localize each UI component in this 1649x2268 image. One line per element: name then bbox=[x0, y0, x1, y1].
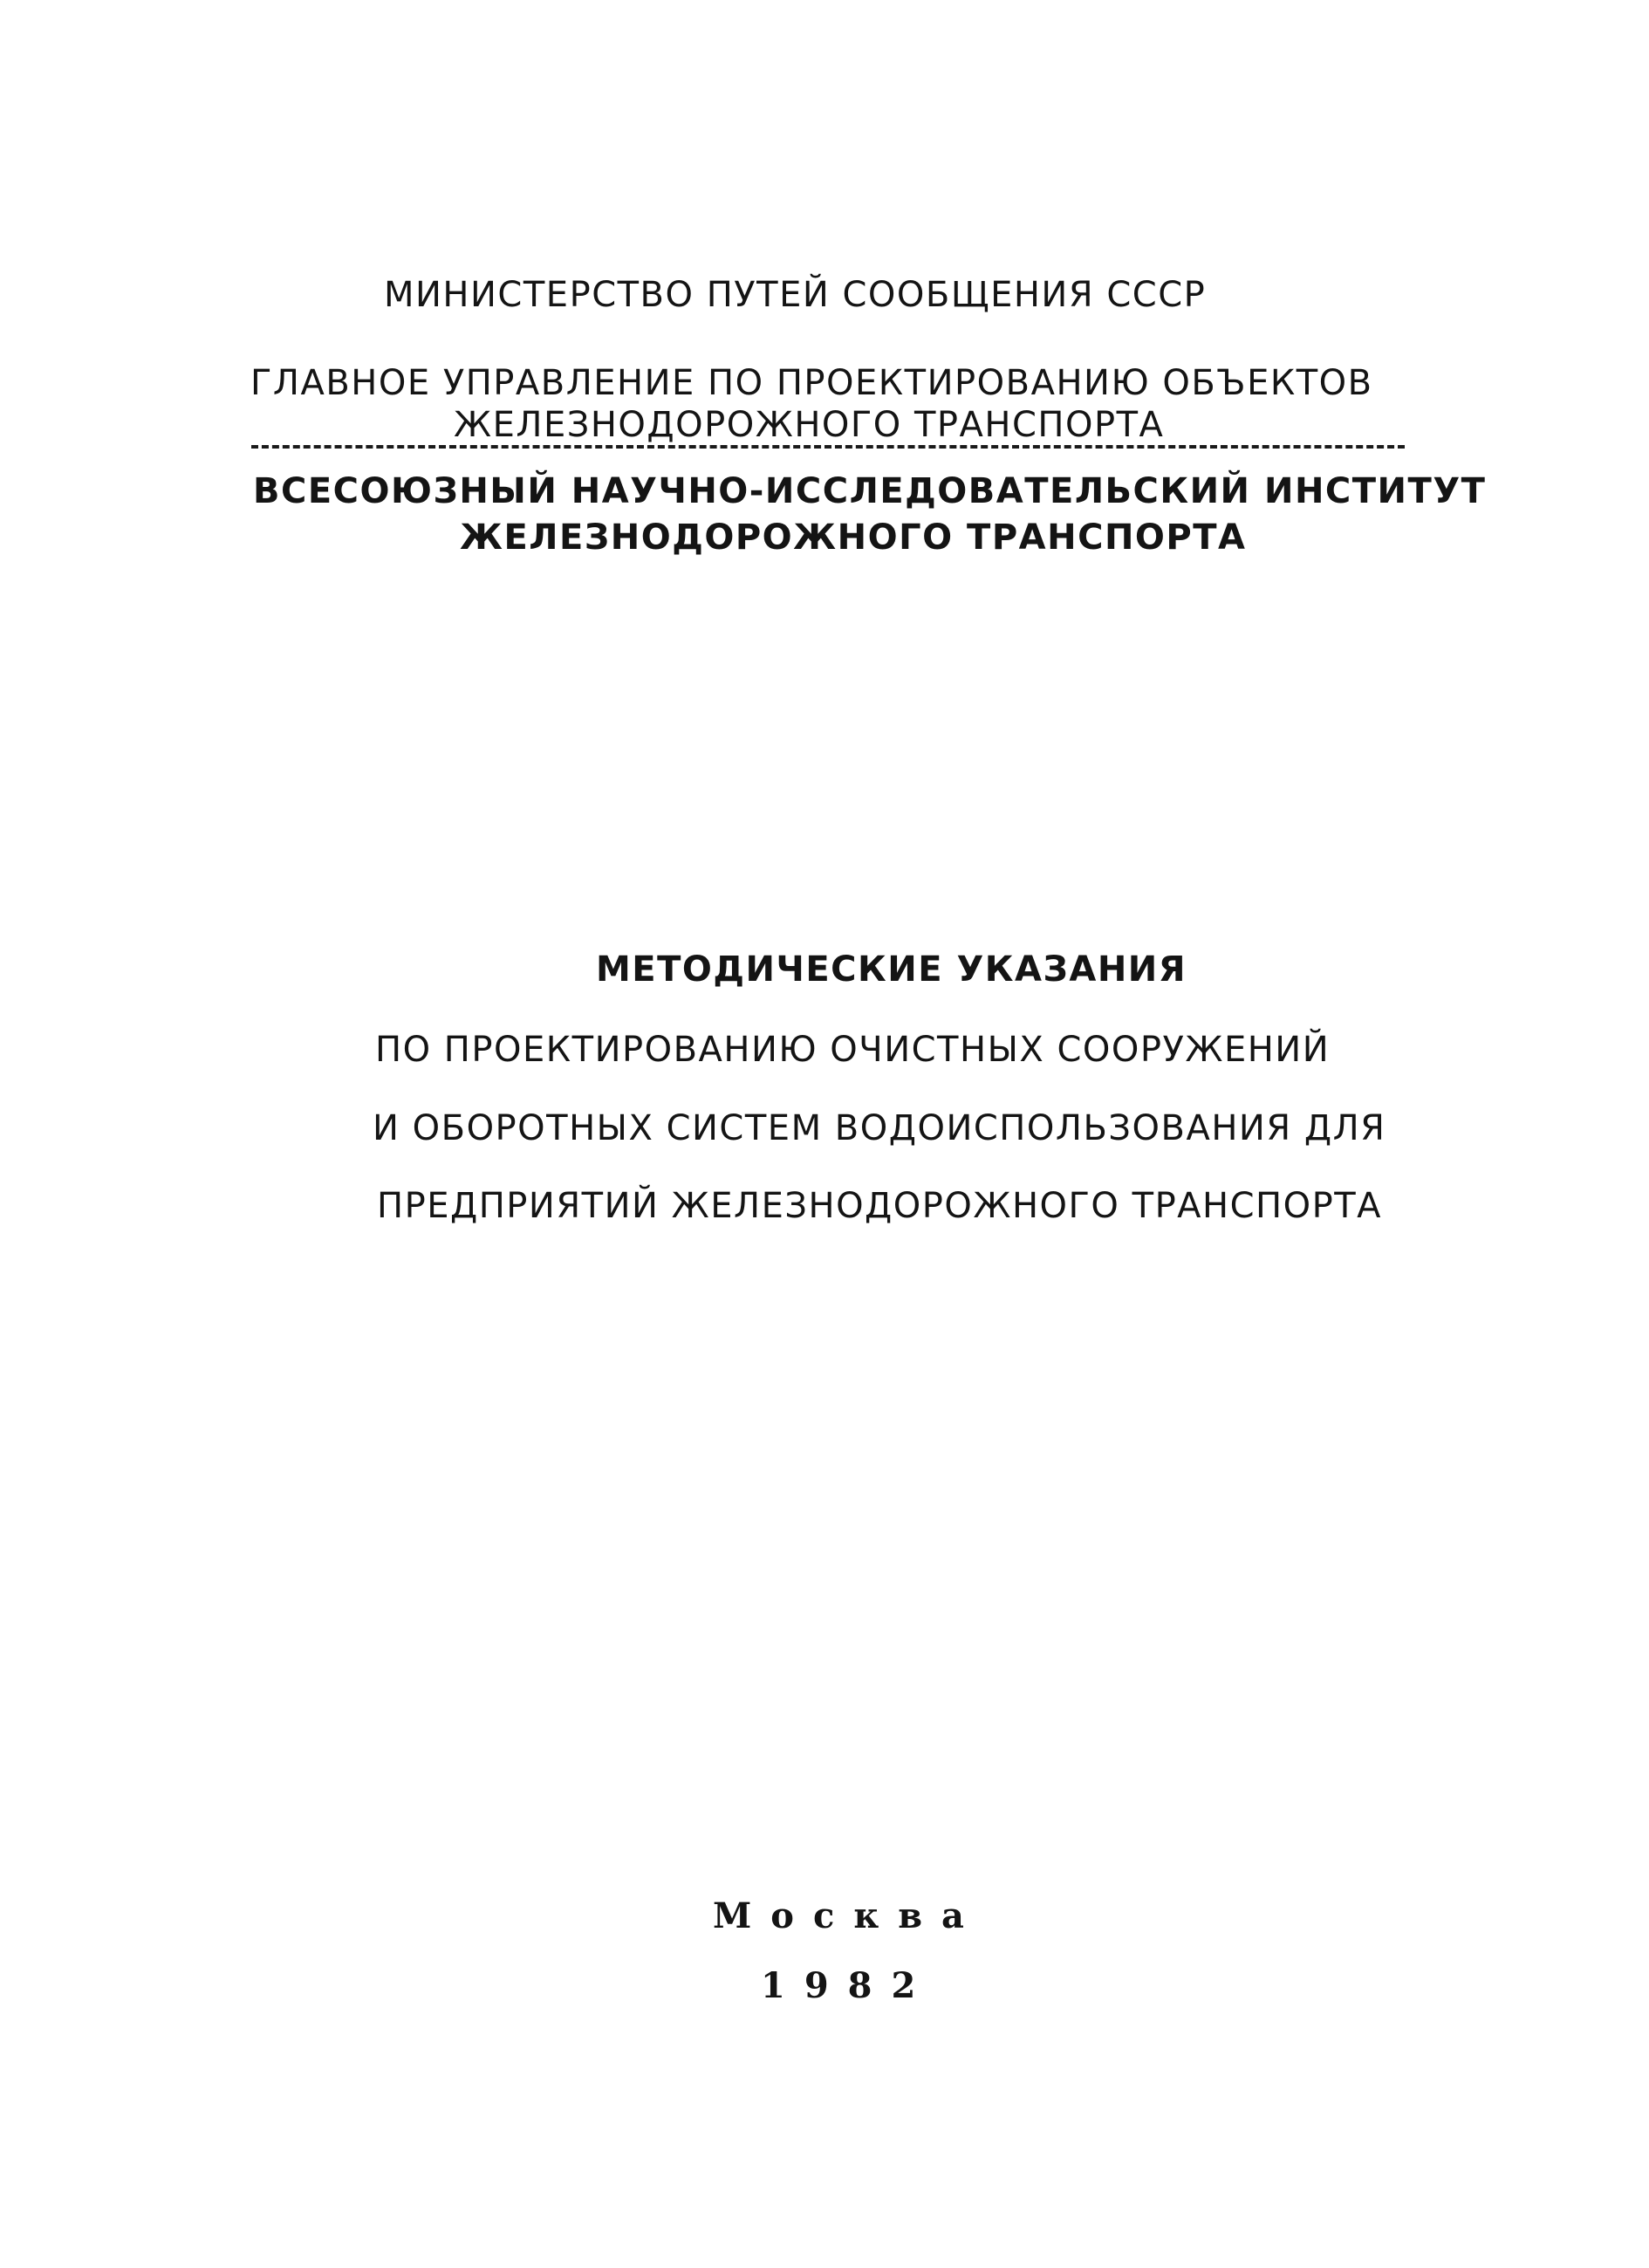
institute-heading-line1: ВСЕСОЮЗНЫЙ НАУЧНО-ИССЛЕДОВАТЕЛЬСКИЙ ИНСТИТУТ bbox=[253, 471, 1487, 511]
document-subtitle-line2: И ОБОРОТНЫХ СИСТЕМ ВОДОИСПОЛЬЗОВАНИЯ ДЛЯ bbox=[373, 1108, 1386, 1148]
imprint-city: Москва bbox=[713, 1895, 983, 1936]
document-title: МЕТОДИЧЕСКИЕ УКАЗАНИЯ bbox=[596, 949, 1187, 990]
institute-heading-line2: ЖЕЛЕЗНОДОРОЖНОГО ТРАНСПОРТА bbox=[460, 517, 1247, 558]
header-divider bbox=[251, 445, 1405, 449]
directorate-heading-line1: ГЛАВНОЕ УПРАВЛЕНИЕ ПО ПРОЕКТИРОВАНИЮ ОБЪЕКТОВ bbox=[250, 363, 1373, 403]
directorate-heading-line2: ЖЕЛЕЗНОДОРОЖНОГО ТРАНСПОРТА bbox=[454, 405, 1165, 445]
ministry-heading: МИНИСТЕРСТВО ПУТЕЙ СООБЩЕНИЯ СССР bbox=[384, 275, 1207, 315]
document-subtitle-line1: ПО ПРОЕКТИРОВАНИЮ ОЧИСТНЫХ СООРУЖЕНИЙ bbox=[375, 1030, 1331, 1070]
document-subtitle-line3: ПРЕДПРИЯТИЙ ЖЕЛЕЗНОДОРОЖНОГО ТРАНСПОРТА bbox=[377, 1186, 1383, 1226]
imprint-year: 1982 bbox=[761, 1965, 935, 2006]
